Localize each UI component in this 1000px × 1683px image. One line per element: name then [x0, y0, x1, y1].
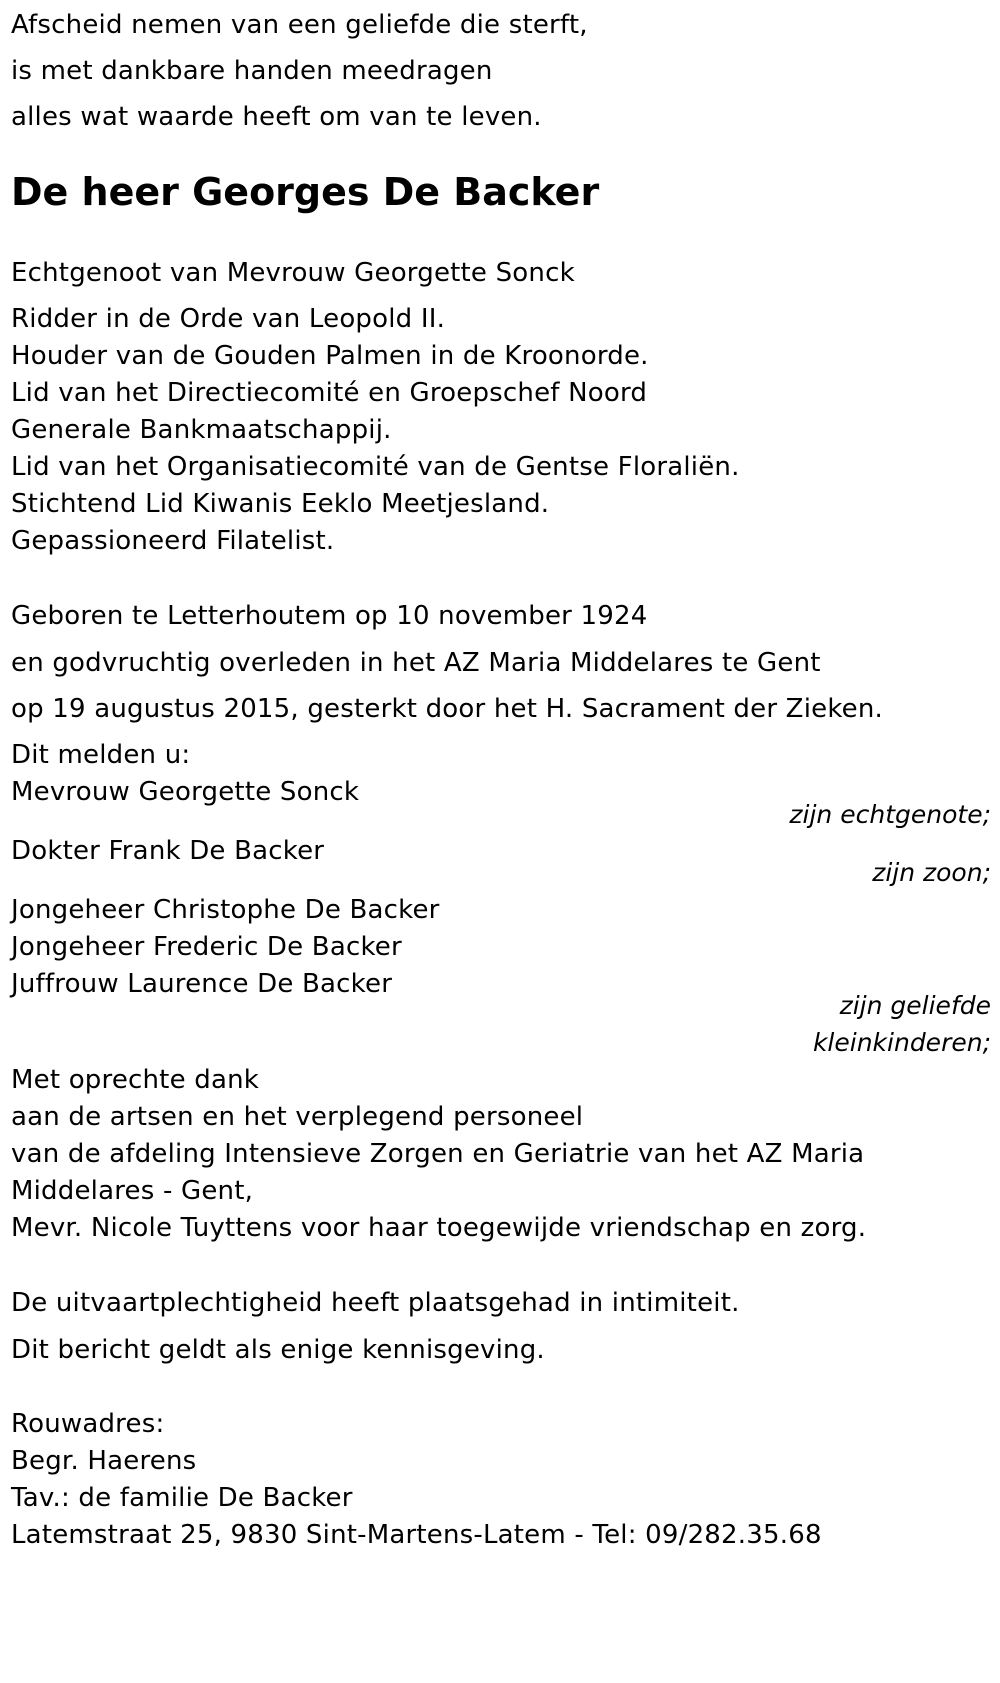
- address-line: Begr. Haerens: [11, 1446, 197, 1476]
- title-line: Echtgenoot van Mevrouw Georgette Sonck: [11, 258, 575, 288]
- thanks-line: Mevr. Nicole Tuyttens voor haar toegewijde vriendschap en zorg.: [11, 1213, 867, 1243]
- title-line: Generale Bankmaatschappij.: [11, 415, 392, 445]
- funeral-line: De uitvaartplechtigheid heeft plaatsgehad in intimiteit.: [11, 1288, 740, 1318]
- grandchildren-relation: zijn geliefde: [839, 991, 991, 1020]
- intro-line: alles wat waarde heeft om van te leven.: [11, 102, 542, 132]
- title-line: Gepassioneerd Filatelist.: [11, 526, 335, 556]
- birth-death-line: Geboren te Letterhoutem op 10 november 1924: [11, 601, 648, 631]
- grandchild-name: Jongeheer Frederic De Backer: [11, 932, 402, 962]
- grandchildren-relation: kleinkinderen;: [812, 1028, 991, 1057]
- spouse-name: Mevrouw Georgette Sonck: [11, 777, 360, 807]
- spouse-relation: zijn echtgenote;: [789, 800, 991, 829]
- title-line: Ridder in de Orde van Leopold II.: [11, 304, 446, 334]
- title-line: Stichtend Lid Kiwanis Eeklo Meetjesland.: [11, 489, 550, 519]
- address-line: Latemstraat 25, 9830 Sint-Martens-Latem - Tel: 09/282.35.68: [11, 1520, 822, 1550]
- son-relation: zijn zoon;: [872, 858, 991, 887]
- birth-death-line: op 19 augustus 2015, gesterkt door het H. Sacrament der Zieken.: [11, 694, 883, 724]
- intro-line: Afscheid nemen van een geliefde die sterft,: [11, 10, 588, 40]
- address-line: Tav.: de familie De Backer: [11, 1483, 353, 1513]
- birth-death-line: en godvruchtig overleden in het AZ Maria Middelares te Gent: [11, 648, 821, 678]
- grandchild-name: Jongeheer Christophe De Backer: [11, 895, 440, 925]
- thanks-line: van de afdeling Intensieve Zorgen en Geriatrie van het AZ Maria: [11, 1139, 865, 1169]
- grandchild-name: Juffrouw Laurence De Backer: [11, 969, 393, 999]
- title-line: Lid van het Organisatiecomité van de Gentse Floraliën.: [11, 452, 740, 482]
- announcers-intro: Dit melden u:: [11, 740, 191, 770]
- intro-line: is met dankbare handen meedragen: [11, 56, 493, 86]
- title-line: Lid van het Directiecomité en Groepschef Noord: [11, 378, 648, 408]
- thanks-line: aan de artsen en het verplegend personeel: [11, 1102, 584, 1132]
- thanks-line: Met oprechte dank: [11, 1065, 260, 1095]
- address-label: Rouwadres:: [11, 1409, 165, 1439]
- son-name: Dokter Frank De Backer: [11, 836, 325, 866]
- thanks-line: Middelares - Gent,: [11, 1176, 254, 1206]
- title-line: Houder van de Gouden Palmen in de Kroonorde.: [11, 341, 649, 371]
- deceased-name: De heer Georges De Backer: [11, 170, 600, 214]
- funeral-line: Dit bericht geldt als enige kennisgeving.: [11, 1335, 545, 1365]
